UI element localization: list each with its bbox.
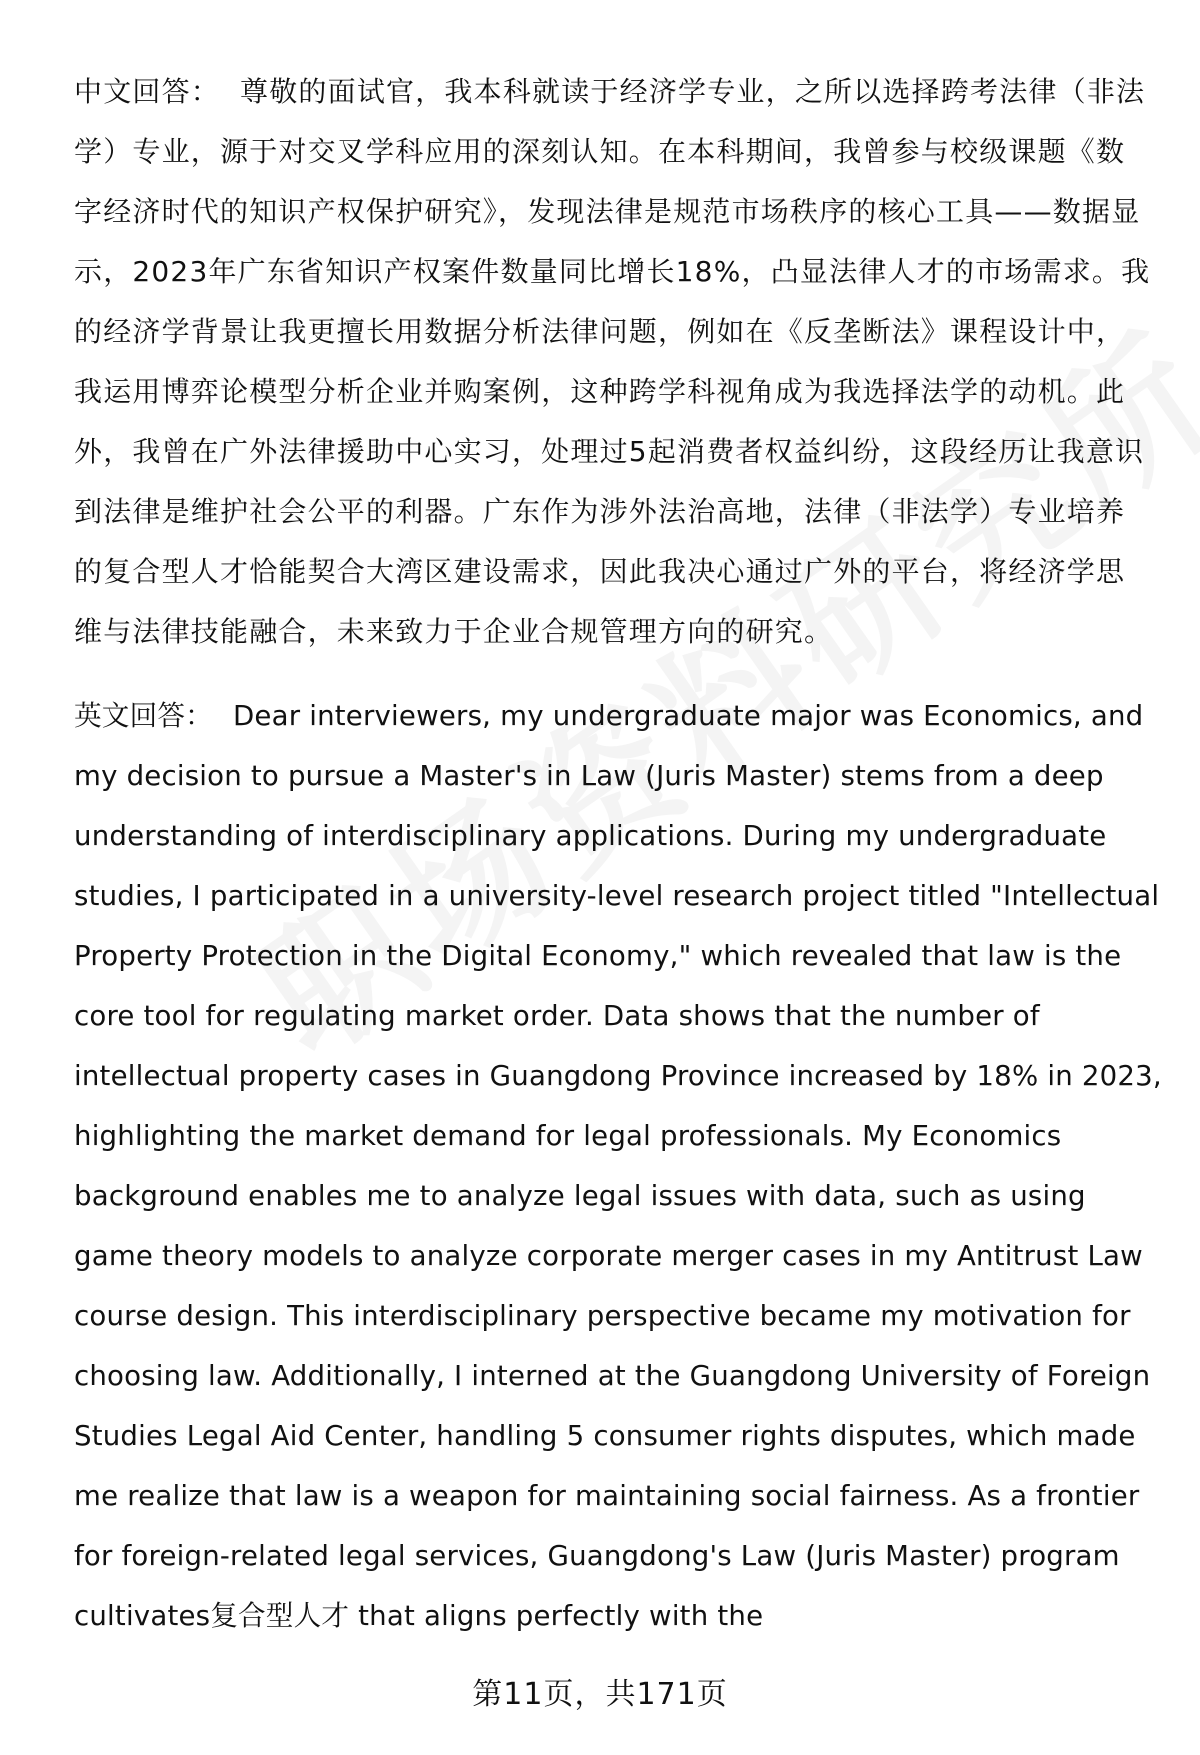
chinese-answer-label: 中文回答： — [74, 75, 221, 108]
page-number-footer: 第11页，共171页 — [472, 1677, 728, 1712]
english-answer-text: Dear interviewers, my undergraduate major was Economics, and my decision to pursue a Master's in Law (Juris Master) stems from a deep understanding of interdisciplinary applications. During my undergraduate studies, I participated in a university-level research project titled "Intellectual Property Protection in the Digital Economy," which revealed that law is the core tool for regulating market order. Data shows that the number of intellectual property cases in Guangdong Province increased by 18% in 2023, highlighting the market demand for legal professionals. My Economics background enables me to analyze legal issues with data, such as using game theory models to analyze corporate merger cases in my Antitrust Law course design. This interdisciplinary perspective became my motivation for choosing law. Additionally, I interned at the Guangdong University of Foreign Studies Legal Aid Center, handling 5 consumer rights disputes, which made me realize that law is a weapon for maintaining social fairness. As a frontier for foreign-related legal services, Guangdong's Law (Juris Master) program cultivates复合型人才 that aligns perfectly with the — [74, 699, 1162, 1632]
chinese-answer-text: 尊敬的面试官，我本科就读于经济学专业，之所以选择跨考法律（非法学）专业，源于对交叉学科应用的深刻认知。在本科期间，我曾参与校级课题《数字经济时代的知识产权保护研究》，发现法律是规范市场秩序的核心工具——数据显示，2023年广东省知识产权案件数量同比增长18%，凸显法律人才的市场需求。我的经济学背景让我更擅长用数据分析法律问题，例如在《反垄断法》课程设计中，我运用博弈论模型分析企业并购案例，这种跨学科视角成为我选择法学的动机。此外，我曾在广外法律援助中心实习，处理过5起消费者权益纠纷，这段经历让我意识到法律是维护社会公平的利器。广东作为涉外法治高地，法律（非法学）专业培养的复合型人才恰能契合大湾区建设需求，因此我决心通过广外的平台，将经济学思维与法律技能融合，未来致力于企业合规管理方向的研究。 — [74, 75, 1151, 648]
chinese-answer-paragraph — [74, 62, 1154, 662]
english-answer-paragraph — [74, 686, 1164, 1646]
english-answer-label: 英文回答： — [74, 699, 213, 732]
